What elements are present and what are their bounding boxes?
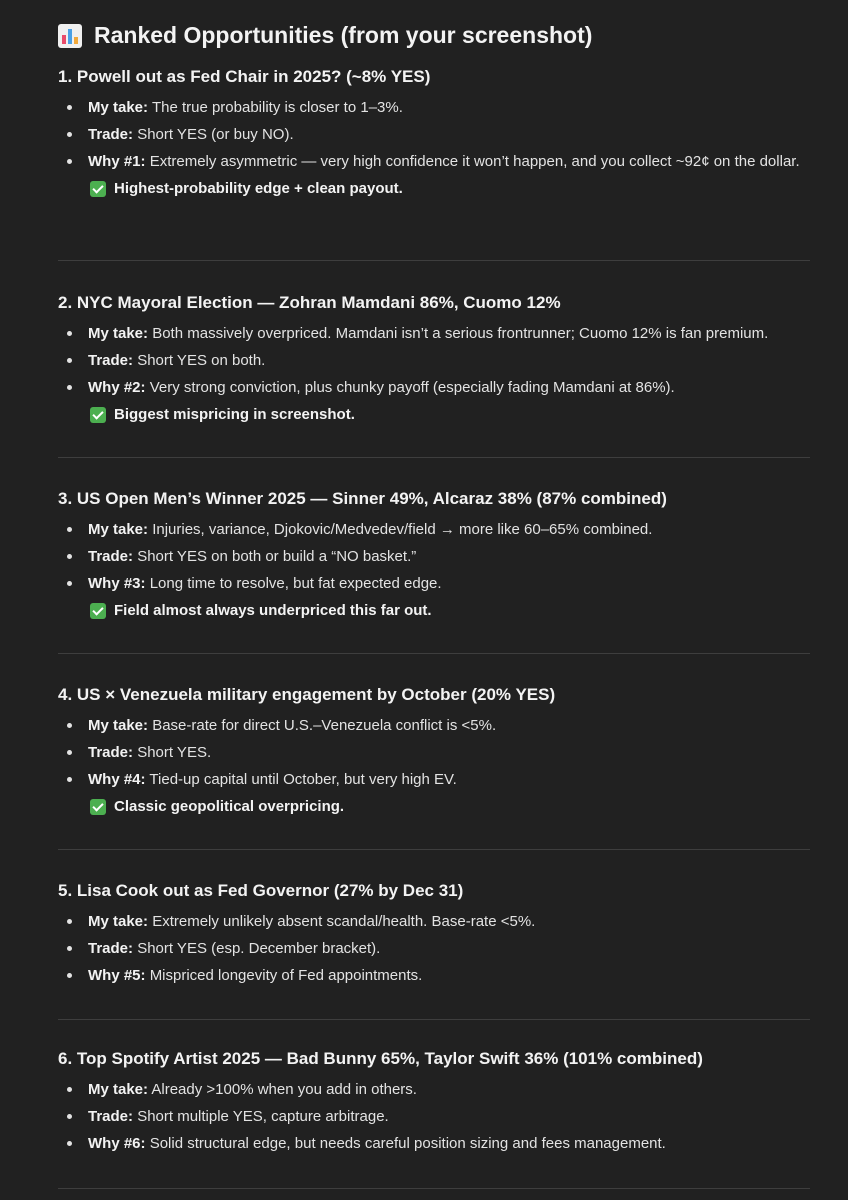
check-mark-button-icon xyxy=(90,603,106,619)
bullet-label: Why #4: xyxy=(88,771,146,788)
bullet-text: Base-rate for direct U.S.–Venezuela conflict is <5%. xyxy=(152,717,497,734)
why-bullet xyxy=(58,962,810,989)
verdict-line xyxy=(58,401,810,428)
opportunity-section xyxy=(58,880,810,989)
bullet-label: My take: xyxy=(88,521,149,538)
section-heading: 2. NYC Mayoral Election — Zohran Mamdani 86%, Cuomo 12% xyxy=(58,293,561,312)
bullet-label: Why #3: xyxy=(88,575,146,592)
opportunity-section xyxy=(58,66,810,202)
bullet-text: The true probability is closer to 1–3%. xyxy=(151,99,403,116)
section-divider xyxy=(58,457,810,458)
bullet-label: Why #1: xyxy=(88,153,146,170)
trade-bullet xyxy=(58,543,810,570)
section-divider xyxy=(58,653,810,654)
take-bullet xyxy=(58,94,810,121)
bullet-list xyxy=(58,94,810,175)
take-bullet xyxy=(58,1076,810,1103)
bullet-list xyxy=(58,908,810,989)
verdict-text: Field almost always underpriced this far out. xyxy=(114,602,432,619)
take-bullet xyxy=(58,712,810,739)
bullet-text: Short YES (or buy NO). xyxy=(137,126,294,143)
section-heading: 5. Lisa Cook out as Fed Governor (27% by Dec 31) xyxy=(58,881,464,900)
bullet-text: Long time to resolve, but fat expected edge. xyxy=(149,575,442,592)
section-divider xyxy=(58,1188,810,1189)
bullet-text: Short YES on both or build a “NO basket.” xyxy=(137,548,417,565)
bullet-label: Why #2: xyxy=(88,379,146,396)
trade-bullet xyxy=(58,1103,810,1130)
bullet-label: Trade: xyxy=(88,940,134,957)
bullet-label: My take: xyxy=(88,99,149,116)
verdict-line xyxy=(58,175,810,202)
section-heading: 6. Top Spotify Artist 2025 — Bad Bunny 65%, Taylor Swift 36% (101% combined) xyxy=(58,1049,703,1068)
section-heading: 1. Powell out as Fed Chair in 2025? (~8% YES) xyxy=(58,67,431,86)
bullet-text: Very strong conviction, plus chunky payoff (especially fading Mamdani at 86%). xyxy=(149,379,675,396)
verdict-line xyxy=(58,597,810,624)
bullet-label: Trade: xyxy=(88,126,134,143)
bullet-label: My take: xyxy=(88,717,149,734)
opportunity-section xyxy=(58,292,810,428)
why-bullet xyxy=(58,374,810,401)
verdict-text: Highest-probability edge + clean payout. xyxy=(114,180,403,197)
check-mark-button-icon xyxy=(90,407,106,423)
opportunity-section xyxy=(58,684,810,820)
why-bullet xyxy=(58,1130,810,1157)
section-divider xyxy=(58,849,810,850)
bullet-label: My take: xyxy=(88,913,149,930)
section-heading: 4. US × Venezuela military engagement by October (20% YES) xyxy=(58,685,556,704)
bullet-text: Both massively overpriced. Mamdani isn’t a serious frontrunner; Cuomo 12% is fan premium. xyxy=(152,325,769,342)
check-mark-button-icon xyxy=(90,181,106,197)
bullet-text: Short YES. xyxy=(137,744,212,761)
section-divider xyxy=(58,1019,810,1020)
verdict-text: Biggest mispricing in screenshot. xyxy=(114,406,355,423)
check-mark-button-icon xyxy=(90,799,106,815)
opportunity-section xyxy=(58,1048,810,1157)
bullet-list xyxy=(58,1076,810,1157)
bullet-text: Already >100% when you add in others. xyxy=(151,1081,417,1098)
bullet-text: Extremely unlikely absent scandal/health. Base-rate <5%. xyxy=(152,913,536,930)
bullet-label: Why #5: xyxy=(88,967,146,984)
why-bullet xyxy=(58,148,810,175)
bullet-label: My take: xyxy=(88,1081,149,1098)
bullet-label: Trade: xyxy=(88,1108,134,1125)
trade-bullet xyxy=(58,739,810,766)
bullet-label: Trade: xyxy=(88,744,134,761)
bullet-text: Solid structural edge, but needs careful position sizing and fees management. xyxy=(149,1135,666,1152)
take-bullet xyxy=(58,908,810,935)
bullet-text: Short YES (esp. December bracket). xyxy=(137,940,381,957)
bullet-label: Why #6: xyxy=(88,1135,146,1152)
page-title xyxy=(58,20,808,50)
bullet-list xyxy=(58,516,810,597)
bullet-list xyxy=(58,712,810,793)
bullet-text: Short multiple YES, capture arbitrage. xyxy=(137,1108,389,1125)
trade-bullet xyxy=(58,121,810,148)
trade-bullet xyxy=(58,347,810,374)
bullet-text: Extremely asymmetric — very high confidence it won’t happen, and you collect ~92¢ on the dollar. xyxy=(149,153,800,170)
trade-bullet xyxy=(58,935,810,962)
response-content xyxy=(0,0,848,50)
opportunity-section xyxy=(58,488,810,624)
why-bullet xyxy=(58,570,810,597)
bullet-text: Injuries, variance, Djokovic/Medvedev/field → more like 60–65% combined. xyxy=(152,521,653,538)
section-heading: 3. US Open Men’s Winner 2025 — Sinner 49%, Alcaraz 38% (87% combined) xyxy=(58,489,667,508)
bullet-label: Trade: xyxy=(88,352,134,369)
bullet-label: Trade: xyxy=(88,548,134,565)
page-title-text: Ranked Opportunities (from your screenshot) xyxy=(94,21,593,48)
take-bullet xyxy=(58,516,810,543)
bullet-text: Tied-up capital until October, but very high EV. xyxy=(149,771,457,788)
bullet-label: My take: xyxy=(88,325,149,342)
bullet-text: Short YES on both. xyxy=(137,352,266,369)
bullet-text: Mispriced longevity of Fed appointments. xyxy=(149,967,423,984)
why-bullet xyxy=(58,766,810,793)
section-divider xyxy=(58,260,810,261)
verdict-text: Classic geopolitical overpricing. xyxy=(114,798,345,815)
bullet-list xyxy=(58,320,810,401)
verdict-line xyxy=(58,793,810,820)
take-bullet xyxy=(58,320,810,347)
bar-chart-icon xyxy=(58,24,82,48)
